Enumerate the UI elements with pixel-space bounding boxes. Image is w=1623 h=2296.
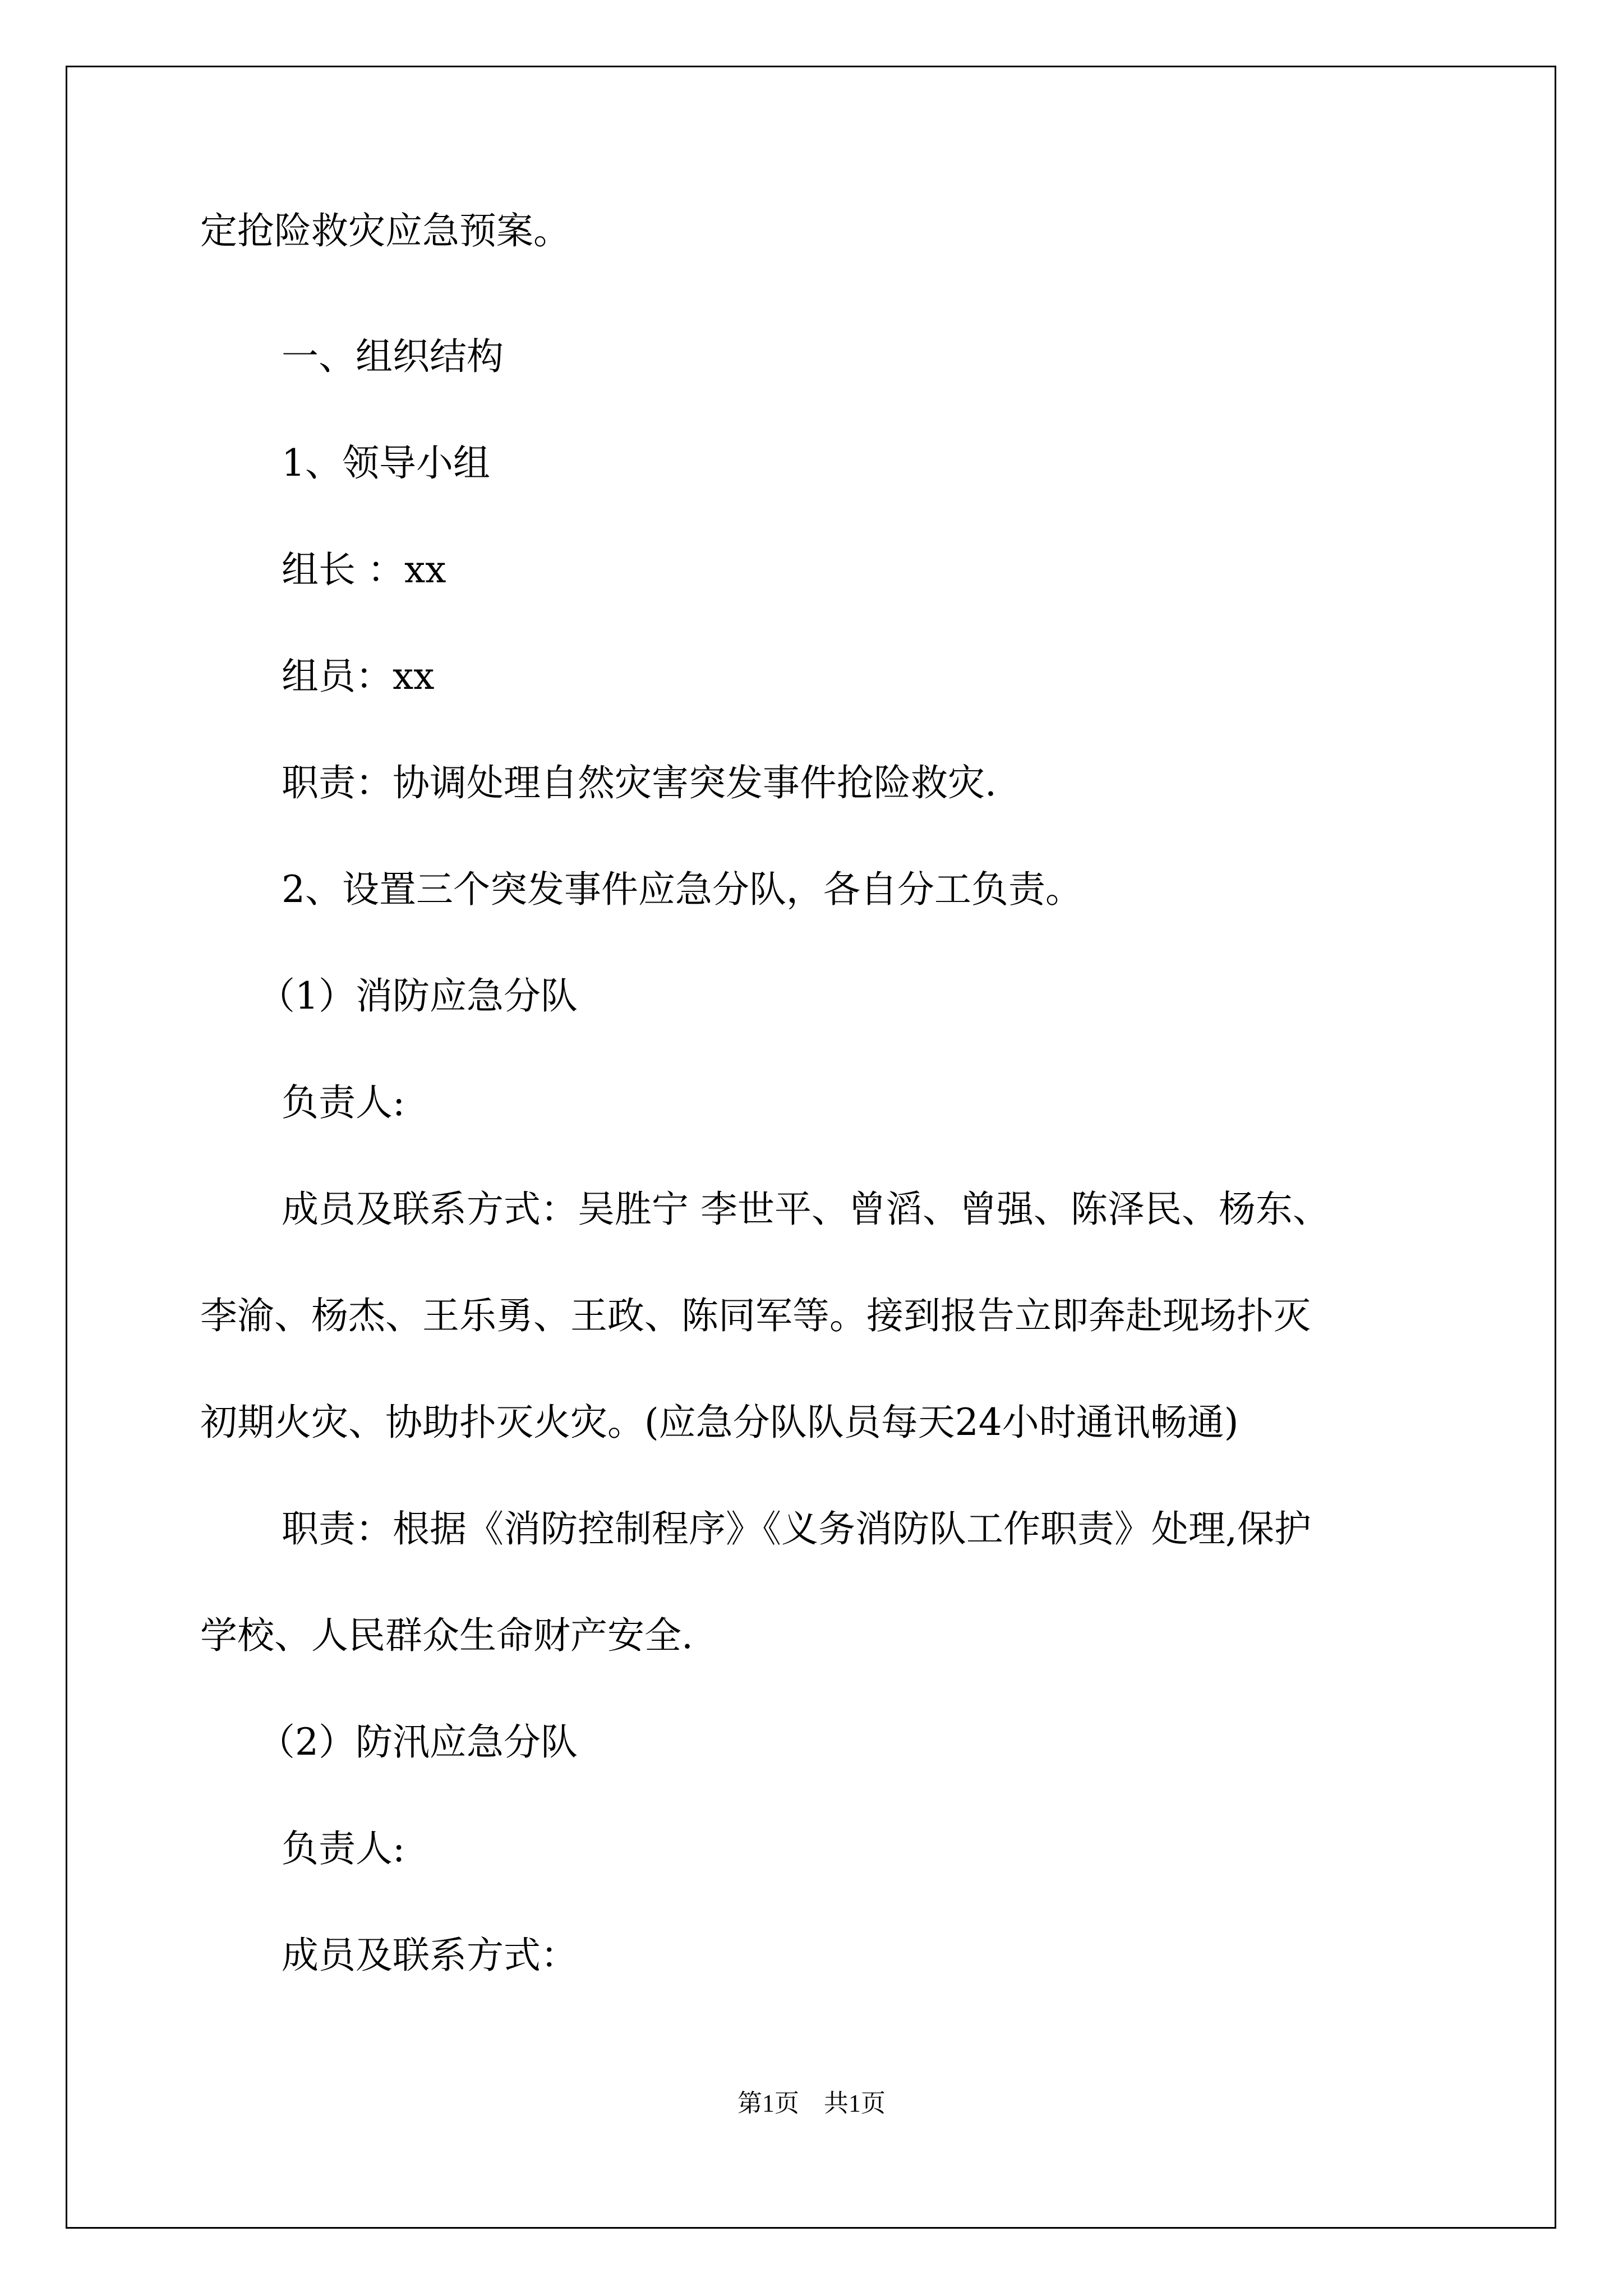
paragraph-line: 负责人: bbox=[282, 1827, 405, 1870]
paragraph-line: 职责：根据《消防控制程序》《义务消防队工作职责》处理,保护 bbox=[282, 1507, 1311, 1550]
paragraph-line: 成员及联系方式： bbox=[282, 1934, 578, 1977]
page-border bbox=[66, 66, 1556, 2229]
paragraph-line: 初期火灾、协助扑灭火灾。(应急分队队员每天24小时通讯畅通) bbox=[200, 1401, 1239, 1444]
paragraph-line: 学校、人民群众生命财产安全. bbox=[200, 1614, 693, 1657]
paragraph-line: 2、设置三个突发事件应急分队，各自分工负责。 bbox=[282, 868, 1082, 911]
section-heading: 一、组织结构 bbox=[282, 335, 504, 378]
subsection-heading: 1、领导小组 bbox=[282, 441, 490, 485]
subsection-heading: （2）防汛应急分队 bbox=[258, 1720, 578, 1764]
paragraph-line: 李渝、杨杰、王乐勇、王政、陈同军等。接到报告立即奔赴现场扑灭 bbox=[200, 1294, 1311, 1337]
page-footer: 第1页 共1页 bbox=[737, 2090, 886, 2117]
paragraph-line: 负责人: bbox=[282, 1081, 405, 1124]
paragraph-line: 组长 ：xx bbox=[282, 548, 446, 591]
paragraph-line: 定抢险救灾应急预案。 bbox=[200, 209, 570, 252]
paragraph-line: 职责：协调处理自然灾害突发事件抢险救灾. bbox=[282, 761, 997, 804]
subsection-heading: （1）消防应急分队 bbox=[258, 974, 578, 1018]
paragraph-line: 组员：xx bbox=[282, 655, 435, 698]
paragraph-line: 成员及联系方式：吴胜宁 李世平、曾滔、曾强、陈泽民、杨东、 bbox=[282, 1188, 1330, 1231]
